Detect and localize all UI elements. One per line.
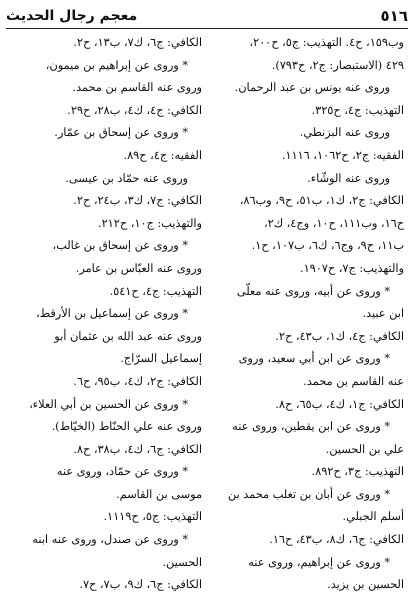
text-line: وروى عنه علي الحنّاط (الخيّاط). xyxy=(51,420,202,434)
text-line: التهذيب: ج٤، ح٥٤١. xyxy=(109,284,202,298)
text-line: * وروى عن إبراهيم بن ميمون، xyxy=(45,58,188,72)
text-line: * وروى عن إسماعيل بن الأرقط، xyxy=(36,307,188,321)
text-line: الكافي: ج٦، ك٨، ب٤٣، ح١٦. xyxy=(269,533,404,547)
text-line: ب١١، ح٩، وج٦، ك٦، ب١٠٧، ح١. xyxy=(251,239,404,253)
text-line: * وروى عن ابن يقطين، وروى عنه xyxy=(232,420,390,434)
text-line: وروى عنه العبّاس بن عامر. xyxy=(75,261,202,275)
text-line: التهذيب: ج٥، ح١١١٩. xyxy=(103,510,202,524)
text-line: * وروى عن صندل، وروى عنه ابنه xyxy=(32,533,188,547)
text-line: الفقيه: ج٤، ح٨٩. xyxy=(123,148,202,162)
right-column xyxy=(208,32,408,608)
text-line: * وروى عن الحسين بن أبي العلاء، xyxy=(29,397,188,411)
text-line: التهذيب: ج٣، ح٨٩٢. xyxy=(311,465,404,479)
page-header xyxy=(6,4,408,29)
text-line: وروى عنه البزنطي. xyxy=(299,126,390,140)
text-line: الكافي: ج٧، ك٣، ب٢٤، ح٢. xyxy=(73,194,202,208)
text-line: أسلم الجبلي. xyxy=(342,510,404,524)
text-line: الكافي: ج٢، ك١، ب٥١، ح٩، وب٨٦، xyxy=(239,194,404,208)
text-line: الفقيه: ج٢، ح١٠٦٢، ١١١٦. xyxy=(281,148,404,162)
text-line: والتهذيب: ج٧، ح١٩٠٧. xyxy=(300,261,404,275)
text-line: * وروى عن ابن أبي سعيد، وروى xyxy=(238,352,390,366)
text-line: وروى عنه يونس بن عبد الرحمان. xyxy=(234,81,390,95)
text-line: والتهذيب: ج١٠، ح٢١٢. xyxy=(98,216,202,230)
text-line: وروى عنه حمّاد بن عيسى. xyxy=(65,171,188,185)
text-line: ح١٦، وب١١١، ح١٠، وج٤، ك٢، xyxy=(263,216,404,230)
text-line: * وروى عن أبيه، وروى عنه معلّى xyxy=(236,284,390,298)
text-line: الكافي: ج٦، ك٩، ب٧، ح٧. xyxy=(79,578,202,592)
text-line: الكافي: ج٦، ك٤، ب٣٨، ح٨. xyxy=(73,442,202,456)
text-line: ٤٢٩ (الاستبصار: ج٢، ح٧٩٣). xyxy=(271,58,404,72)
text-line: الكافي: ج٤، ك٤، ب٢٨، ح٢٩. xyxy=(67,103,202,117)
text-line: علي بن الحسين. xyxy=(325,442,404,456)
text-line: الحسين. xyxy=(162,555,202,569)
text-line: عنه القاسم بن محمد. xyxy=(303,374,404,388)
book-title: معجم رجال الحديث xyxy=(6,8,138,24)
text-line: وب١٥٩، ح٤. التهذيب: ج٥، ح٢٠٠، xyxy=(249,36,404,49)
text-line: * وروى عن حمّاد، وروى عنه xyxy=(56,465,188,479)
text-line: * وروى عن إبراهيم، وروى عنه xyxy=(248,555,390,569)
left-column xyxy=(8,32,208,608)
text-line: * وروى عن أبان بن تغلب محمد بن xyxy=(227,487,390,501)
text-line: ابن عبيد. xyxy=(362,307,404,321)
text-columns xyxy=(8,32,408,608)
text-line: موسى بن القاسم. xyxy=(115,487,202,501)
text-line: * وروى عن إسحاق بن عمّار. xyxy=(54,126,188,140)
text-line: التهذيب: ج٤، ح٣٢٥. xyxy=(311,103,404,117)
text-line: الكافي: ج١، ك٤، ب٦٥، ح٨. xyxy=(275,397,404,411)
text-line: الكافي: ج٢، ك٤، ب٩٥، ح٦. xyxy=(73,374,202,388)
text-line: وروى عنه عبد الله بن عثمان أبو xyxy=(54,329,202,343)
text-line: وروى عنه الوشّاء. xyxy=(307,171,390,185)
text-line: الكافي: ج٤، ك١، ب٤٣، ح٢. xyxy=(275,329,404,343)
text-line: إسماعيل السرّاج. xyxy=(120,352,202,366)
text-line: الحسين بن يزيد. xyxy=(327,578,404,592)
text-line: * وروى عن إسحاق بن غالب، xyxy=(52,239,188,253)
text-line: الكافي: ج٦، ك٧، ب١٣، ح٢. xyxy=(73,36,202,49)
page-number: ٥١٦ xyxy=(380,7,408,25)
text-line: وروى عنه القاسم بن محمد. xyxy=(72,81,202,95)
